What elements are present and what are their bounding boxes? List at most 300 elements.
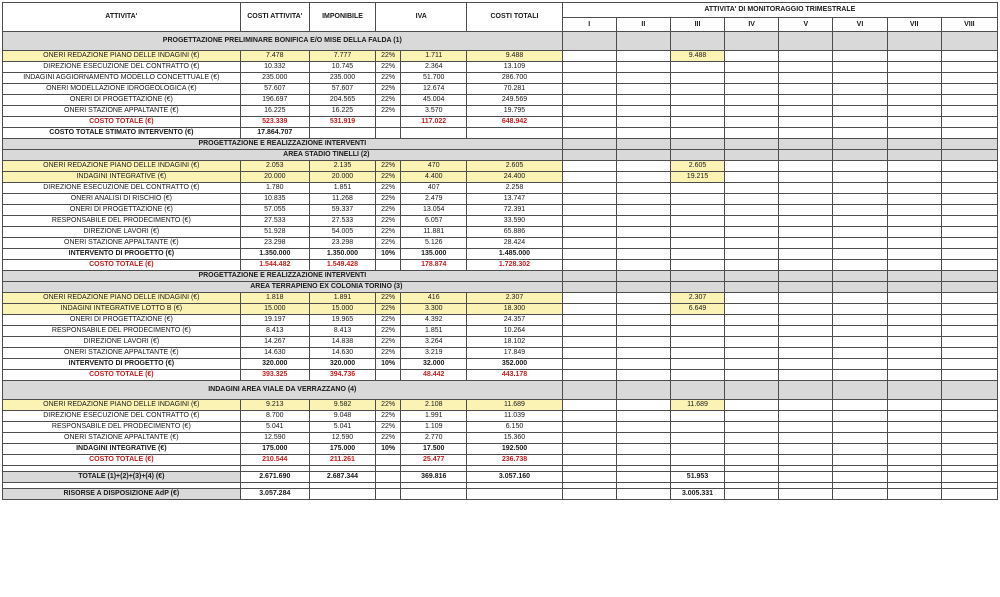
quarter-cell-empty xyxy=(833,472,887,483)
quarter-cell-empty xyxy=(725,444,779,455)
quarter-cell-empty xyxy=(779,282,833,293)
quarter-cell-empty xyxy=(833,73,887,84)
quarter-cell-empty xyxy=(562,194,616,205)
quarter-iii-value: 19.215 xyxy=(670,172,724,183)
quarter-cell-empty xyxy=(616,84,670,95)
quarter-cell-empty xyxy=(616,326,670,337)
iva-value: 2.364 xyxy=(401,62,467,73)
imponibile-value: 5.041 xyxy=(309,422,375,433)
activity-label: COSTO TOTALE STIMATO INTERVENTO (€) xyxy=(3,128,241,139)
quarter-iii-value: 6.649 xyxy=(670,304,724,315)
quarter-cell-empty xyxy=(616,238,670,249)
cost-row xyxy=(3,62,998,73)
quarter-cell-empty xyxy=(887,337,941,348)
costi-totali-value: 13.109 xyxy=(467,62,562,73)
quarter-cell-empty xyxy=(616,205,670,216)
quarter-cell-empty xyxy=(941,194,997,205)
quarter-cell-empty xyxy=(779,271,833,282)
section-subtitle: AREA STADIO TINELLI (2) xyxy=(3,150,563,161)
quarter-cell-empty xyxy=(833,370,887,381)
cost-row xyxy=(3,128,998,139)
costi-attivita-value: 17.864.707 xyxy=(240,128,309,139)
costi-totali-value: 11.039 xyxy=(467,411,562,422)
cost-row xyxy=(3,337,998,348)
col-header-costi-attivita: COSTI ATTIVITA' xyxy=(240,3,309,32)
quarter-cell-empty xyxy=(941,32,997,51)
quarter-cell-empty xyxy=(616,216,670,227)
quarter-cell-empty xyxy=(779,62,833,73)
costi-totali-value: 443.178 xyxy=(467,370,562,381)
costi-attivita-value: 393.325 xyxy=(240,370,309,381)
cost-row xyxy=(3,73,998,84)
iva-rate: 10% xyxy=(376,359,401,370)
header-row-1 xyxy=(3,3,998,18)
costi-attivita-value: 7.478 xyxy=(240,51,309,62)
imponibile-value: 320.000 xyxy=(309,359,375,370)
cost-row xyxy=(3,172,998,183)
quarter-cell-empty xyxy=(887,455,941,466)
quarter-cell-empty xyxy=(941,128,997,139)
quarter-cell-empty xyxy=(833,95,887,106)
section-title: PROGETTAZIONE E REALIZZAZIONE INTERVENTI xyxy=(3,271,563,282)
quarter-cell-empty xyxy=(941,282,997,293)
quarter-cell-empty xyxy=(779,422,833,433)
col-header-monitoraggio: ATTIVITA' DI MONITORAGGIO TRIMESTRALE xyxy=(562,3,997,18)
activity-label: DIREZIONE ESECUZIONE DEL CONTRATTO (€) xyxy=(3,411,241,422)
quarter-cell-empty xyxy=(670,315,724,326)
quarter-cell-empty xyxy=(616,117,670,128)
grand-total-imponibile: 2.687.344 xyxy=(309,472,375,483)
activity-label: ONERI STAZIONE APPALTANTE (€) xyxy=(3,106,241,117)
quarter-cell-empty xyxy=(941,370,997,381)
costi-totali-value: 648.942 xyxy=(467,117,562,128)
activity-label: DIREZIONE LAVORI (€) xyxy=(3,337,241,348)
cost-row xyxy=(3,194,998,205)
iva-rate: 22% xyxy=(376,106,401,117)
costi-attivita-value: 1.350.000 xyxy=(240,249,309,260)
quarter-cell-empty xyxy=(725,73,779,84)
quarter-cell-empty xyxy=(887,260,941,271)
cost-row xyxy=(3,293,998,304)
activity-label: ONERI STAZIONE APPALTANTE (€) xyxy=(3,433,241,444)
quarter-cell-empty xyxy=(562,489,616,500)
grand-total-rate xyxy=(376,472,401,483)
iva-value: 1.109 xyxy=(401,422,467,433)
activity-label: DIREZIONE ESECUZIONE DEL CONTRATTO (€) xyxy=(3,62,241,73)
quarter-cell-empty xyxy=(616,51,670,62)
grand-total-label: TOTALE (1)+(2)+(3)+(4) (€) xyxy=(3,472,241,483)
quarter-cell-empty xyxy=(779,472,833,483)
quarter-cell-empty xyxy=(670,337,724,348)
cost-row xyxy=(3,161,998,172)
quarter-cell-empty xyxy=(725,370,779,381)
col-header-costi-totali: COSTI TOTALI xyxy=(467,3,562,32)
iva-rate: 10% xyxy=(376,249,401,260)
quarter-cell-empty xyxy=(670,194,724,205)
resources-empty xyxy=(401,489,467,500)
quarter-cell-empty xyxy=(833,359,887,370)
quarter-cell-empty xyxy=(725,139,779,150)
quarter-cell-empty xyxy=(562,172,616,183)
section-title-row xyxy=(3,139,998,150)
quarter-cell-empty xyxy=(941,304,997,315)
iva-value: 1.711 xyxy=(401,51,467,62)
quarter-cell-empty xyxy=(725,260,779,271)
quarter-cell-empty xyxy=(779,73,833,84)
quarter-cell-empty xyxy=(562,150,616,161)
quarter-cell-empty xyxy=(833,194,887,205)
quarter-cell-empty xyxy=(562,282,616,293)
quarter-cell-empty xyxy=(562,455,616,466)
iva-rate: 22% xyxy=(376,216,401,227)
activity-label: COSTO TOTALE (€) xyxy=(3,260,241,271)
quarter-cell-empty xyxy=(887,183,941,194)
iva-rate: 22% xyxy=(376,348,401,359)
iva-rate: 22% xyxy=(376,205,401,216)
costi-totali-value: 286.700 xyxy=(467,73,562,84)
quarter-cell-empty xyxy=(941,422,997,433)
quarter-cell-empty xyxy=(670,117,724,128)
quarter-cell-empty xyxy=(941,381,997,400)
quarter-cell-empty xyxy=(725,304,779,315)
quarter-cell-empty xyxy=(833,433,887,444)
costi-attivita-value: 16.225 xyxy=(240,106,309,117)
imponibile-value: 8.413 xyxy=(309,326,375,337)
iva-value: 2.108 xyxy=(401,400,467,411)
costi-attivita-value: 51.928 xyxy=(240,227,309,238)
quarter-cell-empty xyxy=(725,282,779,293)
activity-label: RESPONSABILE DEL PRODECIMENTO (€) xyxy=(3,422,241,433)
costi-totali-value: 65.886 xyxy=(467,227,562,238)
costi-attivita-value: 1.780 xyxy=(240,183,309,194)
quarter-cell-empty xyxy=(616,95,670,106)
quarter-cell-empty xyxy=(833,411,887,422)
quarter-cell-empty xyxy=(725,172,779,183)
quarter-cell-empty xyxy=(779,293,833,304)
section-title-row xyxy=(3,32,998,51)
costi-totali-value: 11.689 xyxy=(467,400,562,411)
quarter-cell-empty xyxy=(941,444,997,455)
quarter-cell-empty xyxy=(779,32,833,51)
quarter-cell-empty xyxy=(779,433,833,444)
activity-label: INDAGINI INTEGRATIVE (€) xyxy=(3,444,241,455)
quarter-cell-empty xyxy=(887,51,941,62)
quarter-cell-empty xyxy=(779,315,833,326)
quarter-cell-empty xyxy=(779,106,833,117)
quarter-header-2: II xyxy=(616,18,670,32)
quarter-cell-empty xyxy=(887,95,941,106)
imponibile-value: 23.298 xyxy=(309,238,375,249)
quarter-cell-empty xyxy=(779,227,833,238)
quarter-cell-empty xyxy=(833,249,887,260)
quarter-cell-empty xyxy=(887,359,941,370)
quarter-cell-empty xyxy=(779,216,833,227)
quarter-cell-empty xyxy=(616,359,670,370)
activity-label: ONERI REDAZIONE PIANO DELLE INDAGINI (€) xyxy=(3,51,241,62)
section-title-row xyxy=(3,381,998,400)
cost-row xyxy=(3,422,998,433)
imponibile-value: 531.919 xyxy=(309,117,375,128)
quarter-cell-empty xyxy=(941,337,997,348)
quarter-cell-empty xyxy=(887,326,941,337)
iva-rate: 22% xyxy=(376,293,401,304)
cost-row xyxy=(3,238,998,249)
activity-label: INTERVENTO DI PROGETTO (€) xyxy=(3,359,241,370)
cost-row xyxy=(3,348,998,359)
costi-attivita-value: 523.339 xyxy=(240,117,309,128)
quarter-cell-empty xyxy=(670,433,724,444)
quarter-cell-empty xyxy=(941,73,997,84)
quarter-cell-empty xyxy=(887,249,941,260)
quarter-cell-empty xyxy=(670,455,724,466)
costi-totali-value: 18.300 xyxy=(467,304,562,315)
activity-label: INDAGINI INTEGRATIVE LOTTO B (€) xyxy=(3,304,241,315)
costi-totali-value: 13.747 xyxy=(467,194,562,205)
quarter-cell-empty xyxy=(616,194,670,205)
costi-totali-value: 2.307 xyxy=(467,293,562,304)
quarter-cell-empty xyxy=(887,422,941,433)
quarter-cell-empty xyxy=(887,128,941,139)
costi-attivita-value: 57.055 xyxy=(240,205,309,216)
quarter-cell-empty xyxy=(616,271,670,282)
quarter-cell-empty xyxy=(562,51,616,62)
costi-totali-value: 18.102 xyxy=(467,337,562,348)
quarter-cell-empty xyxy=(833,348,887,359)
quarter-cell-empty xyxy=(887,139,941,150)
quarter-cell-empty xyxy=(833,238,887,249)
cost-row xyxy=(3,117,998,128)
iva-rate: 22% xyxy=(376,183,401,194)
quarter-cell-empty xyxy=(833,150,887,161)
quarter-cell-empty xyxy=(779,348,833,359)
quarter-header-1: I xyxy=(562,18,616,32)
quarter-cell-empty xyxy=(562,444,616,455)
quarter-cell-empty xyxy=(941,150,997,161)
quarter-cell-empty xyxy=(616,139,670,150)
quarter-cell-empty xyxy=(779,172,833,183)
iva-rate: 22% xyxy=(376,172,401,183)
quarter-cell-empty xyxy=(670,348,724,359)
iva-rate: 22% xyxy=(376,227,401,238)
quarter-cell-empty xyxy=(779,194,833,205)
iva-rate: 10% xyxy=(376,444,401,455)
costi-attivita-value: 8.413 xyxy=(240,326,309,337)
quarter-cell-empty xyxy=(725,128,779,139)
quarter-cell-empty xyxy=(887,62,941,73)
resources-costi: 3.057.284 xyxy=(240,489,309,500)
quarter-cell-empty xyxy=(616,249,670,260)
iva-value: 17.500 xyxy=(401,444,467,455)
iva-value: 470 xyxy=(401,161,467,172)
quarter-cell-empty xyxy=(779,150,833,161)
section-title: INDAGINI AREA VIALE DA VERRAZZANO (4) xyxy=(3,381,563,400)
quarter-cell-empty xyxy=(562,315,616,326)
quarter-cell-empty xyxy=(941,238,997,249)
costi-attivita-value: 210.544 xyxy=(240,455,309,466)
quarter-cell-empty xyxy=(941,117,997,128)
quarter-cell-empty xyxy=(616,433,670,444)
quarter-cell-empty xyxy=(562,337,616,348)
quarter-cell-empty xyxy=(779,139,833,150)
iva-rate: 22% xyxy=(376,411,401,422)
quarter-cell-empty xyxy=(779,51,833,62)
costi-attivita-value: 196.697 xyxy=(240,95,309,106)
quarter-cell-empty xyxy=(616,161,670,172)
resources-empty xyxy=(376,489,401,500)
quarter-cell-empty xyxy=(941,161,997,172)
iva-value: 5.126 xyxy=(401,238,467,249)
quarter-cell-empty xyxy=(562,84,616,95)
cost-row xyxy=(3,359,998,370)
iva-rate: 22% xyxy=(376,304,401,315)
quarter-cell-empty xyxy=(833,128,887,139)
quarter-cell-empty xyxy=(833,227,887,238)
quarter-cell-empty xyxy=(941,249,997,260)
iva-value: 12.674 xyxy=(401,84,467,95)
quarter-cell-empty xyxy=(725,348,779,359)
quarter-cell-empty xyxy=(725,249,779,260)
quarter-cell-empty xyxy=(941,95,997,106)
col-header-iva: IVA xyxy=(376,3,467,32)
quarter-cell-empty xyxy=(941,271,997,282)
costi-totali-value: 24.400 xyxy=(467,172,562,183)
quarter-cell-empty xyxy=(833,260,887,271)
imponibile-value: 204.565 xyxy=(309,95,375,106)
quarter-cell-empty xyxy=(670,73,724,84)
cost-row xyxy=(3,51,998,62)
quarter-cell-empty xyxy=(887,172,941,183)
quarter-cell-empty xyxy=(887,194,941,205)
quarter-cell-empty xyxy=(833,205,887,216)
imponibile-value: 2.135 xyxy=(309,161,375,172)
quarter-cell-empty xyxy=(833,337,887,348)
cost-row xyxy=(3,227,998,238)
cost-row xyxy=(3,304,998,315)
quarter-cell-empty xyxy=(562,95,616,106)
quarter-cell-empty xyxy=(670,205,724,216)
quarter-cell-empty xyxy=(887,271,941,282)
quarter-cell-empty xyxy=(887,161,941,172)
imponibile-value: 12.590 xyxy=(309,433,375,444)
iva-value: 45.004 xyxy=(401,95,467,106)
quarter-cell-empty xyxy=(833,62,887,73)
quarter-cell-empty xyxy=(725,161,779,172)
cost-row xyxy=(3,216,998,227)
quarter-cell-empty xyxy=(941,62,997,73)
quarter-cell-empty xyxy=(670,150,724,161)
iva-value: 407 xyxy=(401,183,467,194)
cost-row xyxy=(3,315,998,326)
costi-totali-value: 2.258 xyxy=(467,183,562,194)
quarter-cell-empty xyxy=(833,326,887,337)
resources-empty xyxy=(467,489,562,500)
quarter-cell-empty xyxy=(562,433,616,444)
quarter-cell-empty xyxy=(725,51,779,62)
imponibile-value: 9.582 xyxy=(309,400,375,411)
quarter-cell-empty xyxy=(725,95,779,106)
quarter-cell-empty xyxy=(779,95,833,106)
quarter-cell-empty xyxy=(562,249,616,260)
quarter-cell-empty xyxy=(941,293,997,304)
quarter-cell-empty xyxy=(670,411,724,422)
quarter-cell-empty xyxy=(725,62,779,73)
cost-row xyxy=(3,205,998,216)
quarter-header-5: V xyxy=(779,18,833,32)
quarter-cell-empty xyxy=(941,84,997,95)
iva-rate: 22% xyxy=(376,422,401,433)
quarter-cell-empty xyxy=(562,381,616,400)
activity-label: COSTO TOTALE (€) xyxy=(3,455,241,466)
iva-value: 2.770 xyxy=(401,433,467,444)
col-header-attivita: ATTIVITA' xyxy=(3,3,241,32)
imponibile-value: 1.891 xyxy=(309,293,375,304)
imponibile-value: 27.533 xyxy=(309,216,375,227)
imponibile-value: 15.000 xyxy=(309,304,375,315)
imponibile-value: 14.838 xyxy=(309,337,375,348)
section-subtitle: AREA TERRAPIENO EX COLONIA TORINO (3) xyxy=(3,282,563,293)
quarter-cell-empty xyxy=(725,205,779,216)
quarter-cell-empty xyxy=(725,32,779,51)
costi-totali-value: 19.795 xyxy=(467,106,562,117)
iva-rate xyxy=(376,128,401,139)
activity-label: DIREZIONE ESECUZIONE DEL CONTRATTO (€) xyxy=(3,183,241,194)
quarter-cell-empty xyxy=(779,117,833,128)
quarter-cell-empty xyxy=(887,370,941,381)
quarter-cell-empty xyxy=(887,293,941,304)
iva-rate: 22% xyxy=(376,84,401,95)
activity-label: RESPONSABILE DEL PRODECIMENTO (€) xyxy=(3,216,241,227)
quarter-cell-empty xyxy=(887,433,941,444)
quarter-cell-empty xyxy=(833,139,887,150)
quarter-cell-empty xyxy=(616,411,670,422)
quarter-cell-empty xyxy=(779,400,833,411)
quarter-cell-empty xyxy=(779,249,833,260)
quarter-cell-empty xyxy=(616,489,670,500)
quarter-cell-empty xyxy=(616,444,670,455)
iva-value: 4.392 xyxy=(401,315,467,326)
quarter-cell-empty xyxy=(887,32,941,51)
quarter-cell-empty xyxy=(725,337,779,348)
activity-label: INDAGINI AGGIORNAMENTO MODELLO CONCETTUALE (€) xyxy=(3,73,241,84)
quarter-cell-empty xyxy=(887,304,941,315)
quarter-cell-empty xyxy=(670,32,724,51)
cost-row xyxy=(3,411,998,422)
quarter-cell-empty xyxy=(887,472,941,483)
quarter-cell-empty xyxy=(616,150,670,161)
costi-attivita-value: 320.000 xyxy=(240,359,309,370)
quarter-cell-empty xyxy=(562,326,616,337)
imponibile-value: 57.607 xyxy=(309,84,375,95)
quarter-cell-empty xyxy=(887,227,941,238)
quarter-cell-empty xyxy=(616,348,670,359)
costi-attivita-value: 1.818 xyxy=(240,293,309,304)
quarter-cell-empty xyxy=(725,315,779,326)
imponibile-value: 175.000 xyxy=(309,444,375,455)
iva-value: 2.479 xyxy=(401,194,467,205)
quarter-cell-empty xyxy=(562,139,616,150)
iva-value: 135.000 xyxy=(401,249,467,260)
imponibile-value: 211.261 xyxy=(309,455,375,466)
costi-totali-value: 33.590 xyxy=(467,216,562,227)
quarter-cell-empty xyxy=(833,282,887,293)
quarter-iii-value: 51.953 xyxy=(670,472,724,483)
iva-value: 3.570 xyxy=(401,106,467,117)
quarter-cell-empty xyxy=(941,51,997,62)
costi-attivita-value: 9.213 xyxy=(240,400,309,411)
costi-totali-value: 24.357 xyxy=(467,315,562,326)
quarter-cell-empty xyxy=(941,106,997,117)
quarter-cell-empty xyxy=(833,32,887,51)
